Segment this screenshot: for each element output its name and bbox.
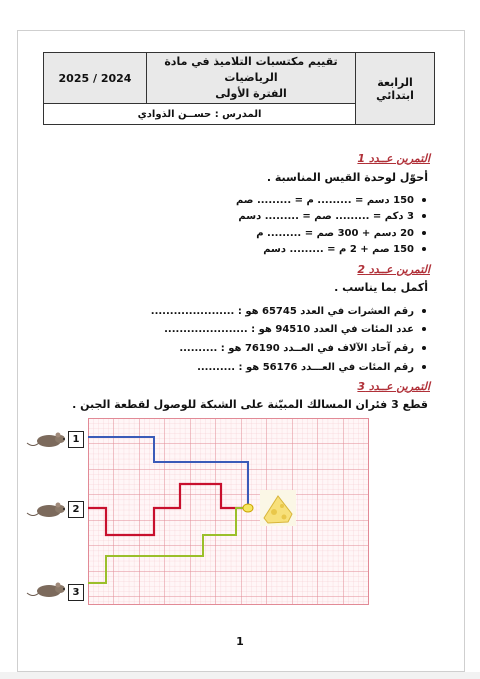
- bullet-icon: [422, 214, 426, 218]
- exercise-1-item: 150 دسم = ......... م = ......... صم: [236, 195, 426, 206]
- exercise-3-instruction: قطع 3 فئران المسالك المبيّنة على الشبكة للوصول لقطعة الجبن .: [72, 398, 428, 411]
- exercise-2-item: رقم آحاد الآلاف في العــدد 76190 هو : ..........: [179, 343, 426, 354]
- bullet-icon: [422, 365, 426, 369]
- maze-grid-svg: [88, 418, 369, 605]
- path-label-2: 2: [68, 501, 84, 518]
- maze-grid: [88, 418, 369, 605]
- bottom-margin: [0, 672, 480, 679]
- teacher-name: المدرس : حســن الذوادي: [44, 104, 356, 125]
- exercise-2-item: رقم المئات في العـــدد 56176 هو : ..........: [197, 362, 426, 373]
- title-line-1: تقييم مكتسبات التلاميذ في مادة الرياضيات: [164, 55, 338, 84]
- grid-lines: [88, 418, 369, 605]
- title-line-2: الفترة الأولى: [215, 87, 287, 100]
- exercise-1-item: 150 صم + 2 م = ......... دسم: [263, 244, 426, 255]
- page-number: 1: [236, 635, 244, 648]
- bullet-icon: [422, 309, 426, 313]
- bullet-icon: [422, 327, 426, 331]
- header-table: [43, 52, 435, 120]
- exercise-1-item: 20 دسم + 300 صم = ......... م: [256, 228, 426, 239]
- cheese-icon: [260, 490, 296, 526]
- mouse-icon: [25, 498, 67, 520]
- path-label-1: 1: [68, 431, 84, 448]
- exercise-1-title: التمرين عــدد 1: [357, 152, 430, 165]
- assessment-title: [147, 53, 356, 104]
- bullet-icon: [422, 346, 426, 350]
- mouse-icon: [25, 428, 67, 450]
- goal-marker: [243, 504, 253, 512]
- path-label-3: 3: [68, 584, 84, 601]
- exercise-2-title: التمرين عــدد 2: [357, 263, 430, 276]
- exercise-2-item: عدد المئات في العدد 94510 هو : ......................: [164, 324, 426, 335]
- exercise-1-item: 3 دكم = ......... صم = ......... دسم: [238, 211, 426, 222]
- bullet-icon: [422, 231, 426, 235]
- exercise-2-instruction: أكمل بما يناسب .: [334, 281, 428, 294]
- exercise-1-instruction: أحوّل لوحدة القيس المناسبة .: [266, 171, 428, 184]
- bullet-icon: [422, 247, 426, 251]
- class-level: الرابعة ابتدائي: [356, 53, 435, 125]
- bullet-icon: [422, 198, 426, 202]
- exercise-2-item: رقم العشرات في العدد 65745 هو : ......................: [151, 306, 426, 317]
- mouse-icon: [25, 578, 67, 600]
- school-year: 2025 / 2024: [44, 53, 147, 104]
- exercise-3-title: التمرين عــدد 3: [357, 380, 430, 393]
